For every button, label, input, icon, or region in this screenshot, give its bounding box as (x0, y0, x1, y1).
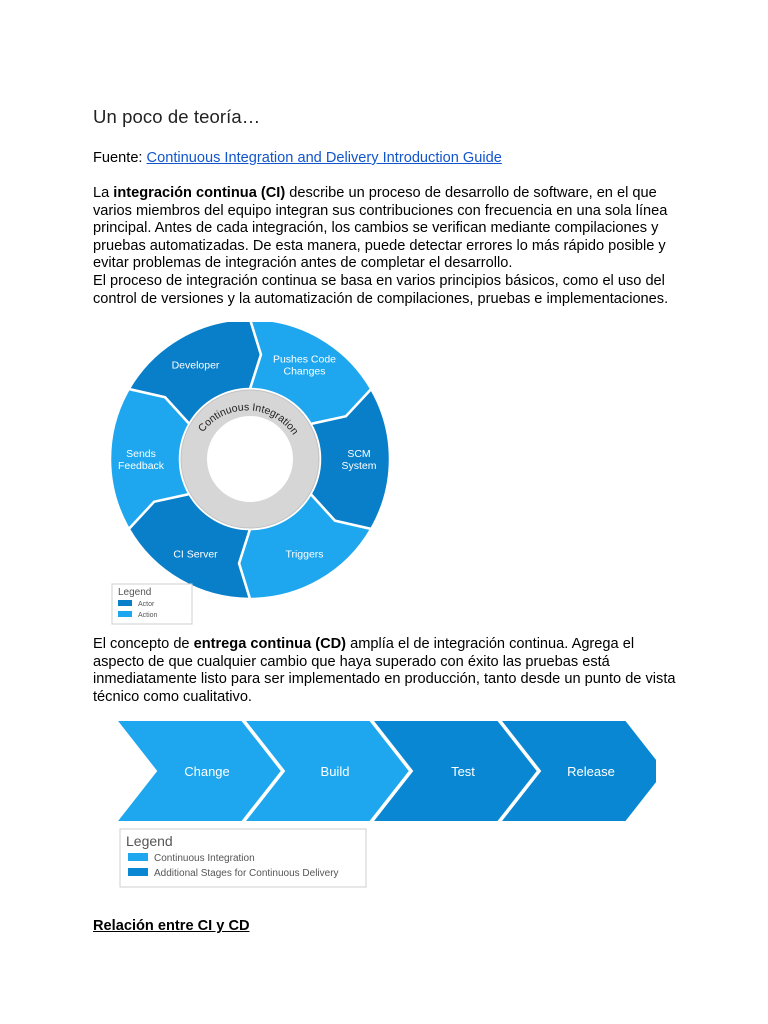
ci-segment-label: SCM System (341, 448, 377, 472)
cd-paragraph (93, 636, 683, 706)
cd-stage-label: Build (320, 764, 350, 779)
ci-center-label: Continuous Integration (195, 401, 301, 438)
cd-stage-label: Change (184, 764, 230, 779)
ci-segment-label: Sends Feedback (117, 448, 165, 472)
cd-intro-text: El concepto de (93, 636, 194, 652)
source-line (93, 150, 502, 168)
ci-legend-label: Action (138, 612, 158, 619)
source-link[interactable]: Continuous Integration and Delivery Introduction Guide (146, 150, 502, 166)
cd-legend (120, 829, 366, 887)
ci-legend-swatch (118, 600, 132, 606)
ci-segment-label: Developer (171, 359, 220, 372)
ci-legend-swatch (118, 611, 132, 617)
ci-segment-label: Pushes Code Changes (272, 353, 337, 378)
ci-segment-label: CI Server (173, 548, 218, 561)
ci-body-text: describe un proceso de desarrollo de software, en el que varios miembros del equipo integran sus contribuciones con frecuencia en una sola línea principal. Antes de cada integración, los cambios se verifican mediante compilaciones y pruebas automatizadas. De esta manera, puede detectar errores lo más rápido posible y evitar problemas de integración antes de completar el desarrollo. (93, 185, 668, 272)
page-title: Un poco de teoría… (93, 106, 261, 127)
cd-term: entrega continua (CD) (193, 636, 347, 652)
ci-legend-label: Actor (138, 601, 155, 608)
cd-legend-label: Continuous Integration (154, 853, 255, 864)
ci-paragraph (93, 185, 683, 308)
ci-segment-label: Triggers (285, 548, 324, 561)
cd-legend-label: Additional Stages for Continuous Delivery (154, 868, 339, 879)
cd-body-text: amplía el de integración continua. Agrega el aspecto de que cualquier cambio que haya superado con éxito las pruebas está inmediatamente listo para ser implementado en producción, tanto desde un punto de vista técnico como cualitativo. (93, 636, 676, 705)
relation-heading: Relación entre CI y CD (93, 918, 250, 934)
cd-stage-label: Test (451, 764, 475, 779)
cd-legend-swatch (128, 853, 148, 861)
ci-second-text: El proceso de integración continua se basa en varios principios básicos, como el uso del control de versiones y la automatización de compilaciones, pruebas e implementaciones. (93, 272, 669, 307)
cd-pipeline-diagram (116, 716, 656, 891)
source-label: Fuente: (93, 150, 147, 166)
cd-stage-label: Release (567, 764, 615, 779)
ci-legend-title: Legend (118, 587, 152, 598)
ci-legend (112, 584, 192, 624)
cd-legend-swatch (128, 868, 148, 876)
cd-legend-title: Legend (126, 833, 173, 849)
ci-cycle-diagram (108, 322, 398, 632)
ci-term: integración continua (CI) (113, 185, 286, 201)
ci-intro-text: La (93, 185, 114, 201)
